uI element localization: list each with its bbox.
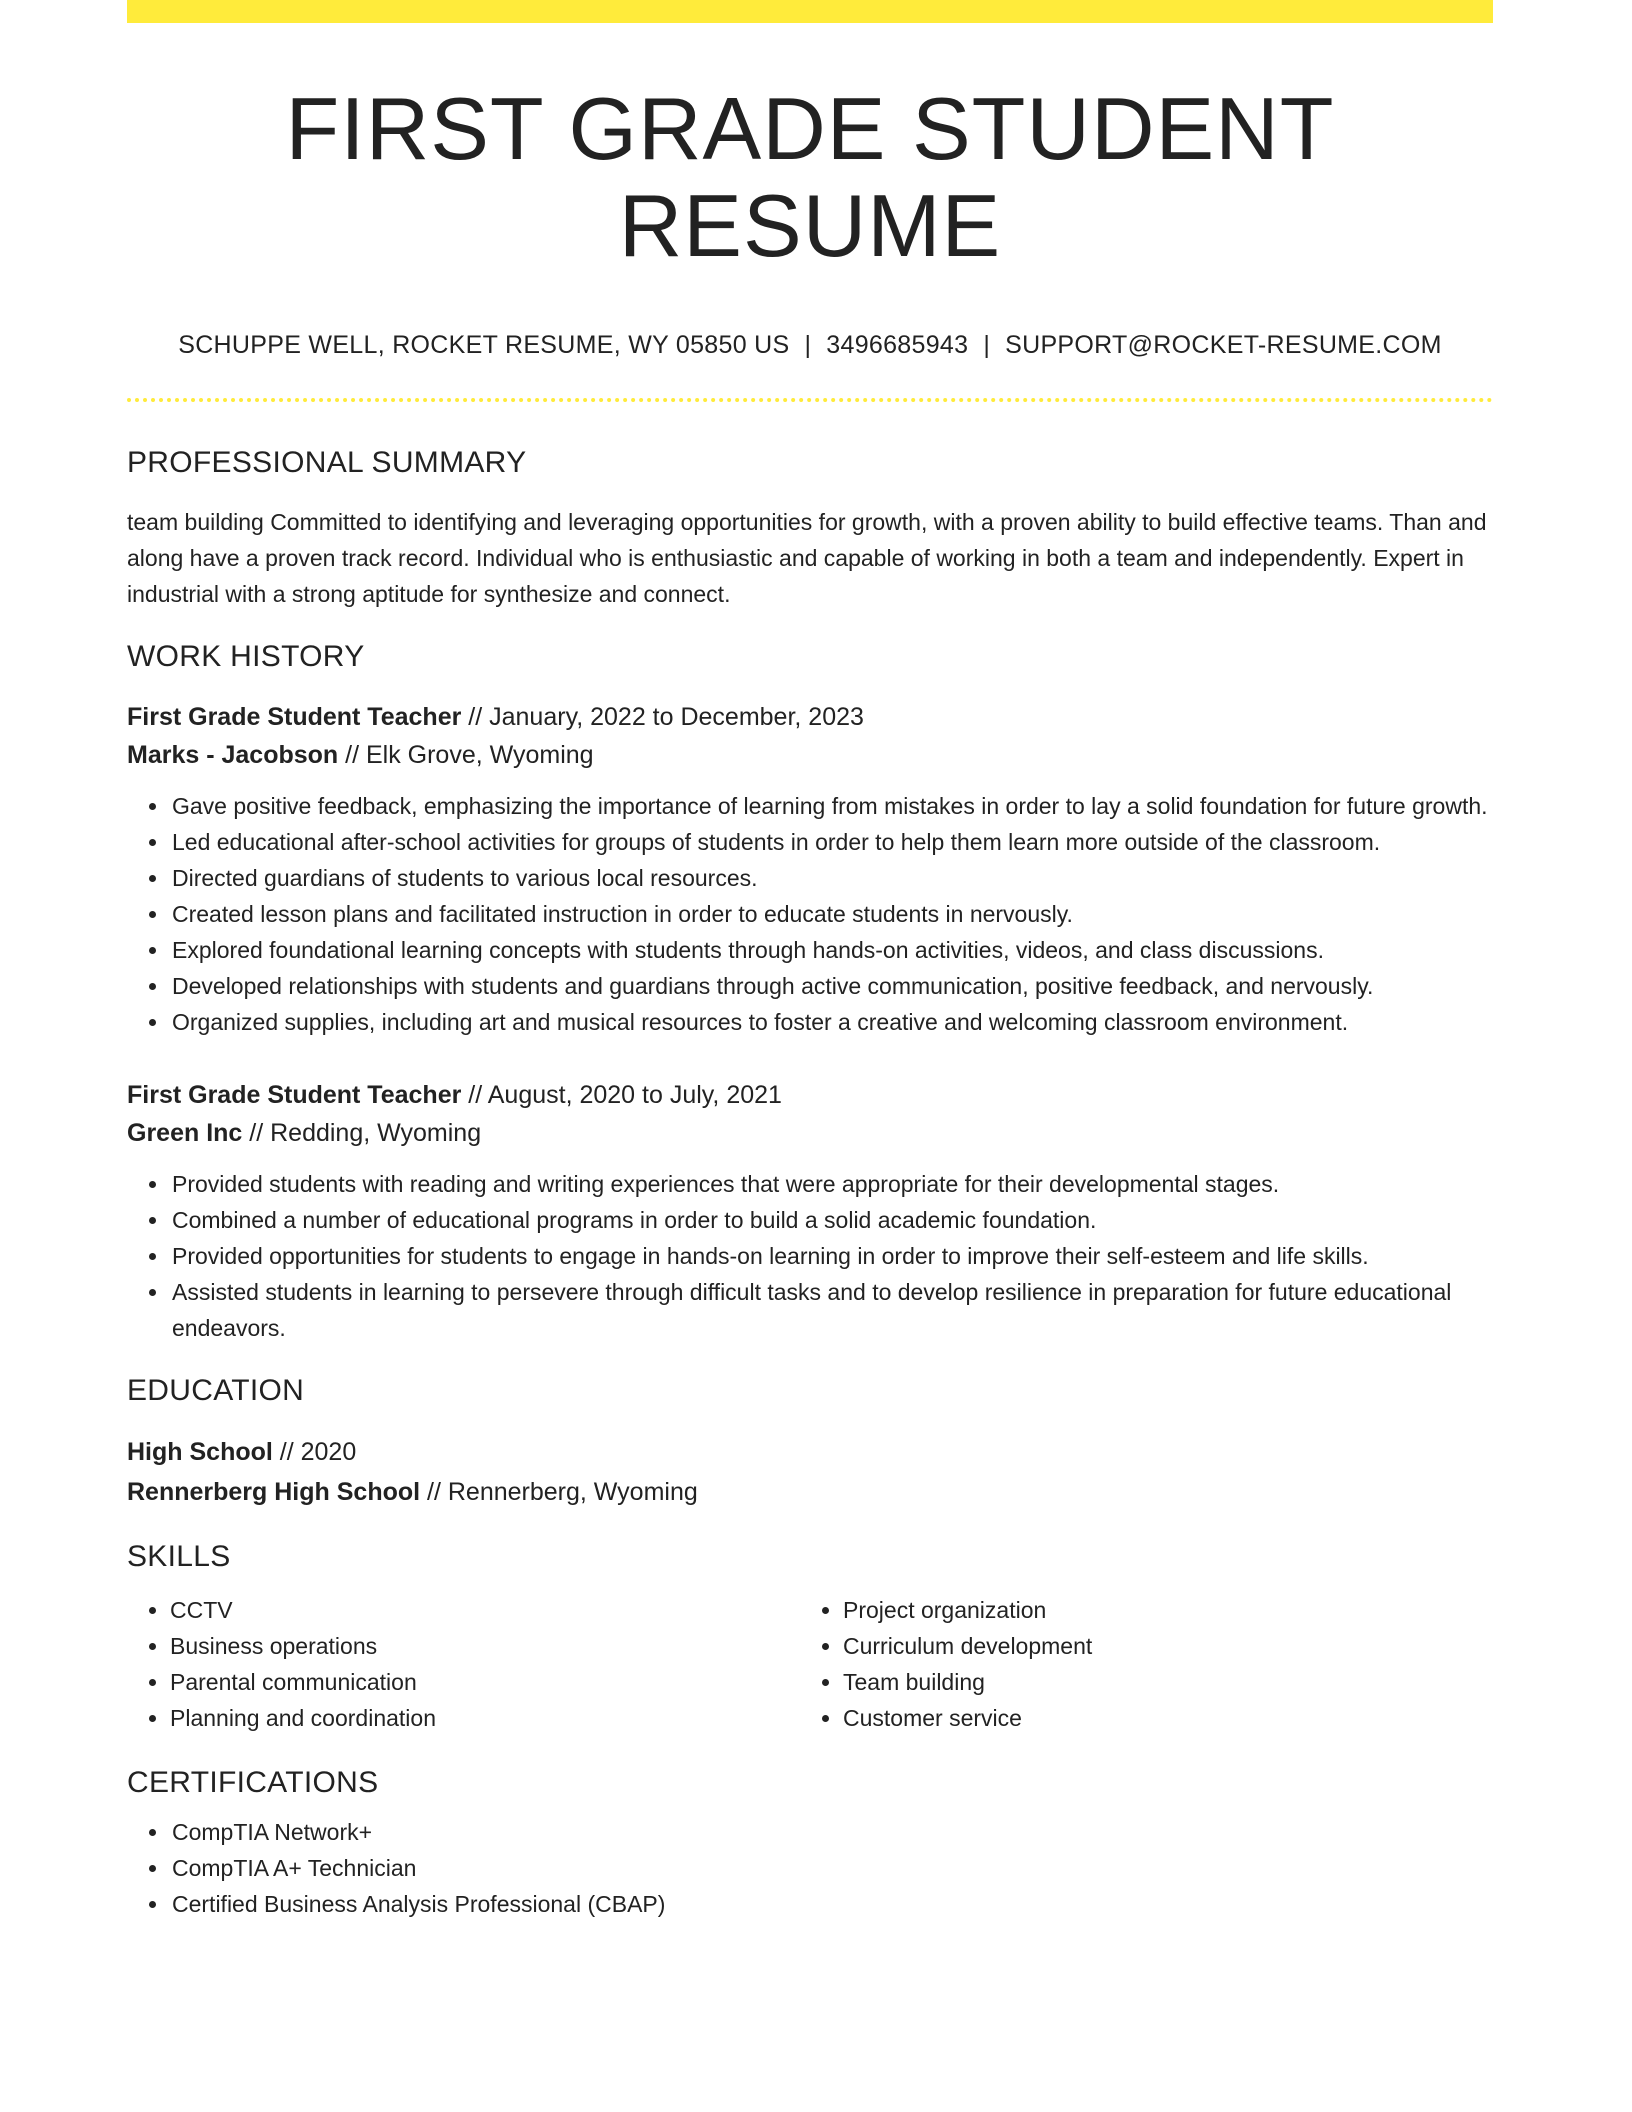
contact-line xyxy=(127,331,1493,360)
job-role: First Grade Student Teacher xyxy=(127,1080,462,1109)
education-degree-line xyxy=(127,1432,1493,1472)
job-bullet: • Combined a number of educational programs in order to build a solid academic foundation. xyxy=(170,1202,1493,1238)
education-location: // Rennerberg, Wyoming xyxy=(420,1477,698,1506)
job-title-line xyxy=(127,1076,1493,1114)
education-school-line xyxy=(127,1472,1493,1512)
skills-heading: SKILLS xyxy=(127,1539,231,1573)
top-accent-bar xyxy=(127,0,1493,23)
skill-item: • Team building xyxy=(843,1664,1473,1700)
job-company: Green Inc xyxy=(127,1118,243,1147)
certification-item: • Certified Business Analysis Professional (CBAP) xyxy=(170,1886,1493,1922)
certification-item: • CompTIA Network+ xyxy=(170,1814,1493,1850)
job-title-line xyxy=(127,698,1493,736)
job-location: // Redding, Wyoming xyxy=(242,1118,482,1147)
education-degree: High School xyxy=(127,1437,273,1466)
resume-title: FIRST GRADE STUDENT RESUME xyxy=(285,79,1335,275)
job-bullet: • Directed guardians of students to various local resources. xyxy=(170,860,1493,896)
education-entry xyxy=(127,1432,1493,1512)
contact-separator: | xyxy=(983,330,991,359)
job-bullet: • Provided students with reading and writing experiences that were appropriate for their developmental stages. xyxy=(170,1166,1493,1202)
skill-item: • Parental communication xyxy=(170,1664,800,1700)
job-bullet: • Gave positive feedback, emphasizing the importance of learning from mistakes in order to lay a solid foundation for future growth. xyxy=(170,788,1493,824)
job-entry xyxy=(127,1076,1493,1346)
skills-list-right xyxy=(800,1592,1473,1736)
job-bullet: • Provided opportunities for students to engage in hands-on learning in order to improve their self-esteem and life skills. xyxy=(170,1238,1493,1274)
skills-columns xyxy=(127,1592,1493,1736)
certification-item: • CompTIA A+ Technician xyxy=(170,1850,1493,1886)
job-bullets xyxy=(127,788,1493,1040)
education-school: Rennerberg High School xyxy=(127,1477,421,1506)
job-entry xyxy=(127,698,1493,1040)
skill-item: • Business operations xyxy=(170,1628,800,1664)
skill-item: • CCTV xyxy=(170,1592,800,1628)
skill-item: • Planning and coordination xyxy=(170,1700,800,1736)
job-dates: // August, 2020 to July, 2021 xyxy=(461,1080,782,1109)
contact-phone: 3496685943 xyxy=(826,330,969,359)
job-company-line xyxy=(127,1114,1493,1152)
summary-text: team building Committed to identifying and leveraging opportunities for growth, with a proven ability to build effective teams. Than and along have a proven track record. Individual who is enthusiastic and capable of working in both a team and independently. Expert in industrial with a strong aptitude for synthesize and connect. xyxy=(127,508,1487,607)
job-bullet: • Developed relationships with students and guardians through active communication, positive feedback, and nervously. xyxy=(170,968,1493,1004)
skills-list-left xyxy=(127,1592,800,1736)
job-bullets xyxy=(127,1166,1493,1346)
certifications-heading: CERTIFICATIONS xyxy=(127,1765,379,1799)
job-bullet: • Assisted students in learning to persevere through difficult tasks and to develop resilience in preparation for future educational endeavors. xyxy=(170,1274,1493,1346)
education-heading: EDUCATION xyxy=(127,1373,305,1407)
job-bullet: • Explored foundational learning concepts with students through hands-on activities, videos, and class discussions. xyxy=(170,932,1493,968)
education-year: // 2020 xyxy=(272,1437,357,1466)
job-dates: // January, 2022 to December, 2023 xyxy=(461,702,864,731)
skill-item: • Curriculum development xyxy=(843,1628,1473,1664)
job-company-line xyxy=(127,736,1493,774)
dotted-divider xyxy=(127,398,1493,402)
contact-address: SCHUPPE WELL, ROCKET RESUME, WY 05850 US xyxy=(178,330,790,359)
job-bullet: • Led educational after-school activities for groups of students in order to help them learn more outside of the classroom. xyxy=(170,824,1493,860)
job-location: // Elk Grove, Wyoming xyxy=(338,740,594,769)
skill-item: • Project organization xyxy=(843,1592,1473,1628)
resume-page xyxy=(127,0,1493,1922)
skill-item: • Customer service xyxy=(843,1700,1473,1736)
job-bullet: • Organized supplies, including art and musical resources to foster a creative and welcoming classroom environment. xyxy=(170,1004,1493,1040)
job-company: Marks - Jacobson xyxy=(127,740,339,769)
contact-email: SUPPORT@ROCKET-RESUME.COM xyxy=(1005,330,1442,359)
summary-heading: PROFESSIONAL SUMMARY xyxy=(127,445,527,479)
certifications-list xyxy=(127,1814,1493,1922)
job-role: First Grade Student Teacher xyxy=(127,702,462,731)
work-history-heading: WORK HISTORY xyxy=(127,639,365,673)
contact-separator: | xyxy=(804,330,812,359)
job-bullet: • Created lesson plans and facilitated instruction in order to educate students in nervously. xyxy=(170,896,1493,932)
